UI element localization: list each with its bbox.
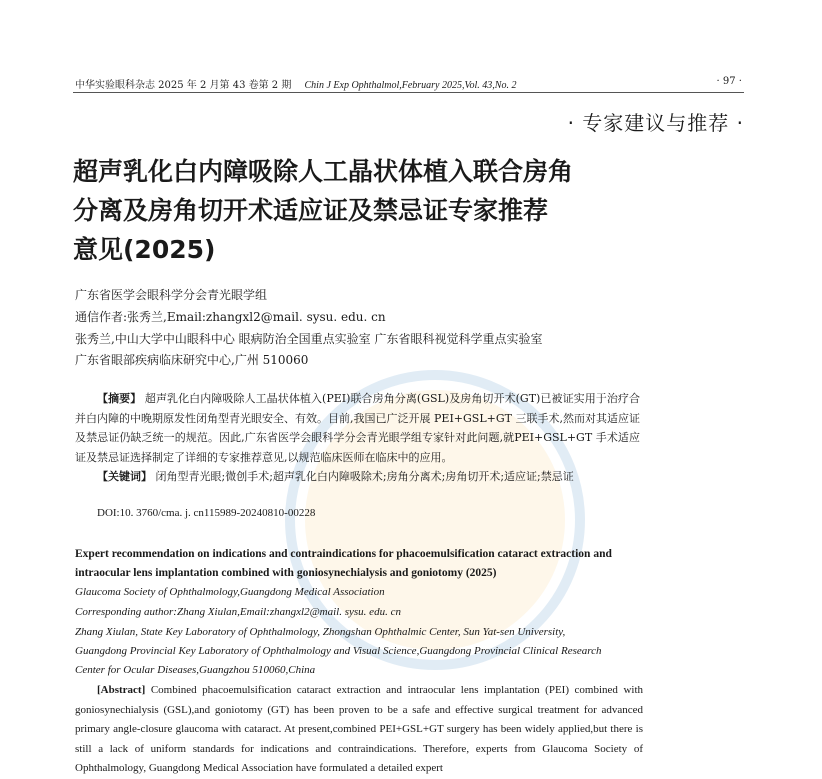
author-group: 广东省医学会眼科学分会青光眼学组 bbox=[75, 288, 268, 302]
doi: DOI:10. 3760/cma. j. cn115989-20240810-00228 bbox=[97, 507, 316, 519]
english-affiliation: Guangdong Provincial Key Laboratory of Ophthalmology and Visual Science,Guangdong Provincial Clinical Research bbox=[75, 645, 602, 657]
affiliation: 张秀兰,中山大学中山眼科中心 眼病防治全国重点实验室 广东省眼科视觉科学重点实验室 bbox=[75, 332, 543, 346]
english-affiliation: Center for Ocular Diseases,Guangzhou 510060,China bbox=[75, 664, 316, 676]
english-org: Glaucoma Society of Ophthalmology,Guangdong Medical Association bbox=[75, 586, 385, 598]
english-corresponding: Corresponding author:Zhang Xiulan,Email:zhangxl2@mail. sysu. edu. cn bbox=[75, 606, 401, 618]
keywords-text: 闭角型青光眼;微创手术;超声乳化白内障吸除术;房角分离术;房角切开术;适应证;禁忌证 bbox=[155, 470, 574, 483]
english-affiliation: Zhang Xiulan, State Key Laboratory of Ophthalmology, Zhongshan Ophthalmic Center, Sun Yat-sen University, bbox=[75, 626, 566, 638]
title-line: 分离及房角切开术适应证及禁忌证专家推荐 bbox=[73, 196, 549, 225]
corresponding-author: 通信作者:张秀兰,Email:zhangxl2@mail. sysu. edu. cn bbox=[75, 310, 386, 324]
english-abstract bbox=[75, 681, 643, 779]
abstract-cn bbox=[75, 389, 640, 487]
journal-en: Chin J Exp Ophthalmol,February 2025,Vol. 43,No. 2 bbox=[304, 80, 517, 91]
title-line: 意见(2025) bbox=[73, 235, 216, 264]
title-line: 超声乳化白内障吸除人工晶状体植入联合房角 bbox=[73, 157, 574, 186]
english-title: Expert recommendation on indications and contraindications for phacoemulsification cataract extraction and intraocular lens implantation combined with goniosynechialysis and goniotomy (2025) bbox=[75, 548, 612, 579]
english-abstract-label: [Abstract] bbox=[97, 684, 146, 696]
section-label: · 专家建议与推荐 · bbox=[567, 111, 744, 135]
affiliation-location: 广东省眼部疾病临床研究中心,广州 510060 bbox=[75, 353, 309, 367]
english-abstract-text: Combined phacoemulsification cataract extraction and intraocular lens implantation (PEI) combined with goniosynechialysis (GSL),and goniotomy (GT) has been proven to be a safe and effective surgical treatment for advanced primary angle-closure glaucoma with cataract. At present,combined PEI+GSL+GT surgery has been widely applied,but there is still a lack of uniform standards for indications and contraindications. Therefore, experts from Glaucoma Society of Ophthalmology, Guangdong Medical Association have formulated a detailed expert bbox=[75, 684, 644, 774]
page-number: · 97 · bbox=[716, 76, 742, 87]
keywords-label: 【关键词】 bbox=[97, 470, 152, 483]
article-title bbox=[73, 152, 673, 269]
running-header bbox=[75, 76, 516, 91]
abstract-text: 超声乳化白内障吸除人工晶状体植入(PEI)联合房角分离(GSL)及房角切开术(GT)已被证实用于治疗合并白内障的中晚期原发性闭角型青光眼安全、有效。目前,我国已广泛开展 PEI+GSL+GT 三联手术,然而对其适应证及禁忌证仍缺乏统一的规范。因此,广东省医学会眼科学分会青光眼学组专家针对此问题,就PEI+GSL+GT 手术适应证及禁忌证选择制定了详细的专家推荐意见,以规范临床医师在临床中的应用。 bbox=[75, 392, 641, 464]
header-rule bbox=[73, 92, 744, 93]
journal-cn: 中华实验眼科杂志 2025 年 2 月第 43 卷第 2 期 bbox=[75, 80, 292, 91]
abstract-label: 【摘要】 bbox=[97, 392, 142, 405]
